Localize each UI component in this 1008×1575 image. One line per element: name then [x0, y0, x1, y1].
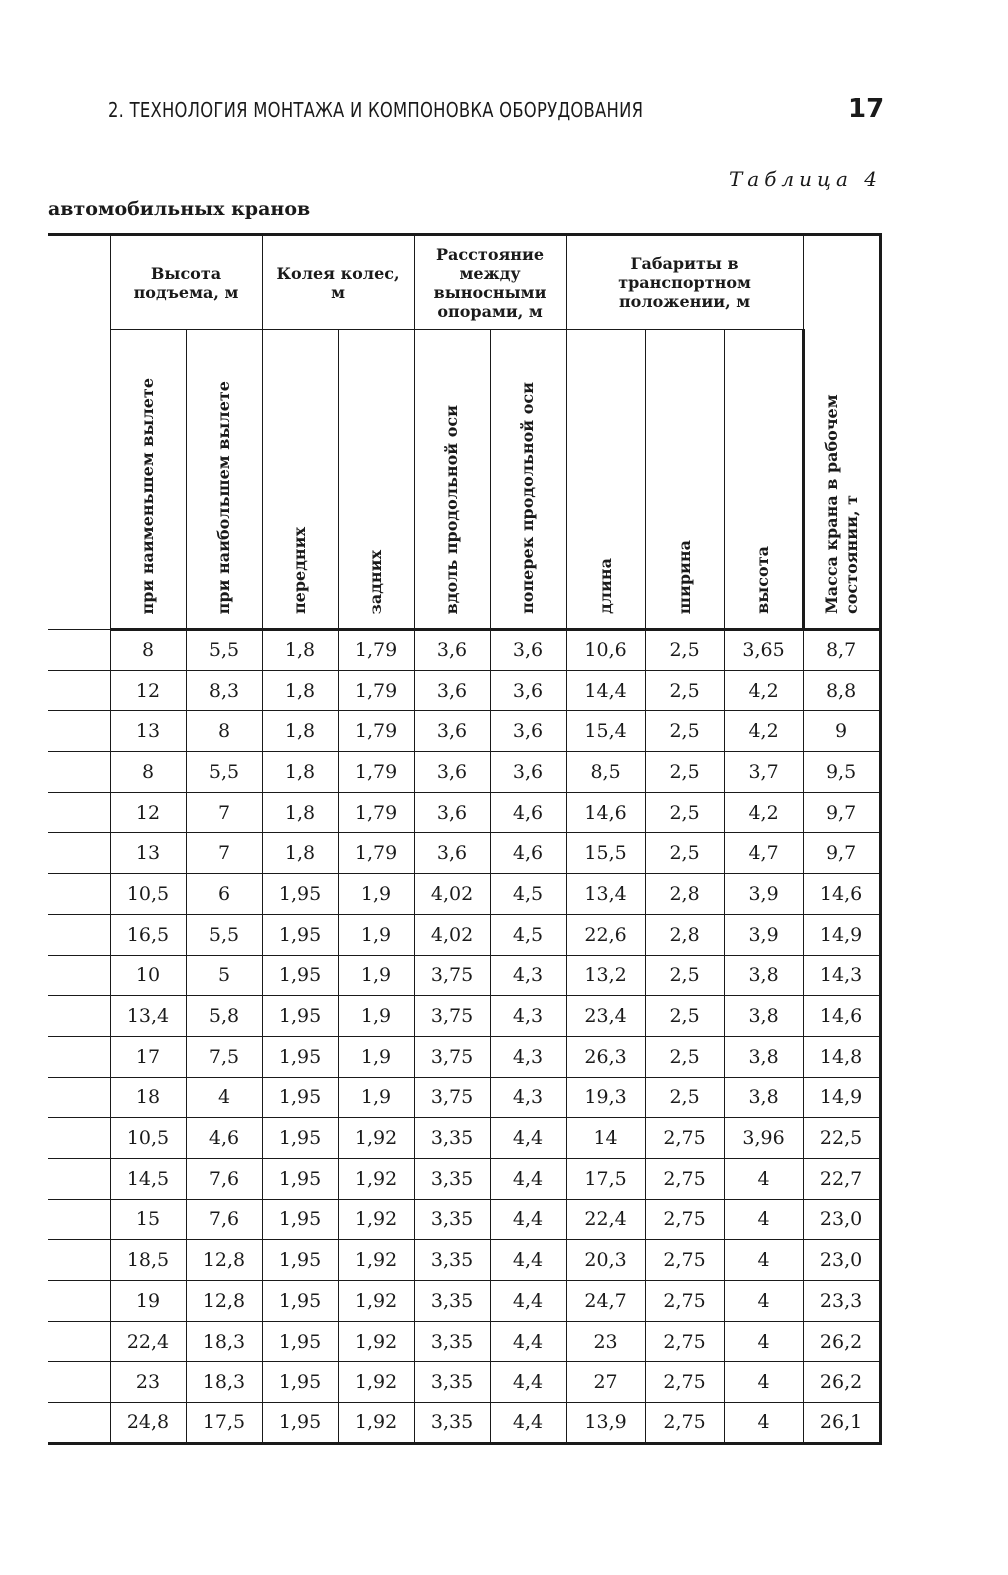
- header-front-track: [262, 330, 338, 630]
- table-cell: 9,7: [803, 792, 880, 833]
- header-length: [566, 330, 645, 630]
- table-cell: 5: [186, 955, 262, 996]
- table-cell: 8,3: [186, 670, 262, 711]
- table-cell: 26,2: [803, 1362, 880, 1403]
- table-cell: 18,5: [110, 1240, 186, 1281]
- table-cell: 3,96: [724, 1118, 803, 1159]
- header-min-reach: [110, 330, 186, 630]
- table-cell: 23: [110, 1362, 186, 1403]
- table-cell: 2,75: [645, 1240, 724, 1281]
- model-cell: [48, 1281, 110, 1322]
- header-across-axis-label: поперек продольной оси: [518, 382, 538, 614]
- table-cell: 2,5: [645, 996, 724, 1037]
- model-cell: [48, 1118, 110, 1159]
- table-cell: 3,75: [414, 1036, 490, 1077]
- table-cell: 3,6: [414, 752, 490, 793]
- table-cell: 1,9: [338, 1077, 414, 1118]
- table-cell: 13: [110, 711, 186, 752]
- table-cell: 3,6: [490, 630, 566, 671]
- table-cell: 15,5: [566, 833, 645, 874]
- table-cell: 20,3: [566, 1240, 645, 1281]
- table-cell: 1,92: [338, 1158, 414, 1199]
- header-across-axis: [490, 330, 566, 630]
- table-cell: 1,95: [262, 1321, 338, 1362]
- table-cell: 7: [186, 833, 262, 874]
- table-row: [48, 914, 880, 955]
- header-mass: [803, 235, 880, 630]
- table-cell: 4,6: [186, 1118, 262, 1159]
- table-cell: 26,2: [803, 1321, 880, 1362]
- table-cell: 4: [724, 1158, 803, 1199]
- table-cell: 1,8: [262, 833, 338, 874]
- table-cell: 22,4: [110, 1321, 186, 1362]
- table-row: [48, 792, 880, 833]
- table-cell: 1,92: [338, 1240, 414, 1281]
- table-cell: 3,35: [414, 1118, 490, 1159]
- table-row: [48, 711, 880, 752]
- table-cell: 4,5: [490, 914, 566, 955]
- table-cell: 3,8: [724, 1036, 803, 1077]
- table-cell: 6: [186, 874, 262, 915]
- header-length-label: длина: [595, 558, 615, 614]
- table-cell: 2,5: [645, 670, 724, 711]
- table-cell: 3,8: [724, 955, 803, 996]
- table-cell: 2,75: [645, 1281, 724, 1322]
- table-cell: 1,8: [262, 711, 338, 752]
- table-cell: 1,79: [338, 752, 414, 793]
- table-cell: 7: [186, 792, 262, 833]
- table-cell: 27: [566, 1362, 645, 1403]
- table-cell: 9,7: [803, 833, 880, 874]
- table-cell: 14,9: [803, 1077, 880, 1118]
- table-cell: 9,5: [803, 752, 880, 793]
- table-body: [48, 630, 880, 1444]
- table-cell: 2,8: [645, 914, 724, 955]
- table-cell: 1,92: [338, 1362, 414, 1403]
- table-cell: 4,4: [490, 1362, 566, 1403]
- table-cell: 23,0: [803, 1199, 880, 1240]
- table-cell: 3,6: [490, 711, 566, 752]
- table-cell: 19,3: [566, 1077, 645, 1118]
- table-cell: 2,5: [645, 1077, 724, 1118]
- table-row: [48, 1281, 880, 1322]
- table-cell: 3,6: [414, 792, 490, 833]
- table-cell: 2,5: [645, 1036, 724, 1077]
- table-cell: 3,75: [414, 1077, 490, 1118]
- table-cell: 3,35: [414, 1362, 490, 1403]
- table-cell: 15: [110, 1199, 186, 1240]
- table-cell: 8,8: [803, 670, 880, 711]
- model-cell: [48, 1077, 110, 1118]
- table-cell: 1,95: [262, 1077, 338, 1118]
- model-cell: [48, 914, 110, 955]
- table-cell: 1,92: [338, 1118, 414, 1159]
- header-rear-track-label: задних: [366, 549, 386, 614]
- table-cell: 2,5: [645, 711, 724, 752]
- table-cell: 22,4: [566, 1199, 645, 1240]
- model-cell: [48, 630, 110, 671]
- table-cell: 4,4: [490, 1118, 566, 1159]
- table-cell: 3,35: [414, 1403, 490, 1444]
- header-max-reach: [186, 330, 262, 630]
- model-cell: [48, 1362, 110, 1403]
- table-cell: 3,6: [490, 670, 566, 711]
- table-cell: 4: [724, 1403, 803, 1444]
- table-cell: 8: [110, 630, 186, 671]
- table-cell: 1,95: [262, 1199, 338, 1240]
- table-cell: 4,02: [414, 914, 490, 955]
- table-cell: 4,5: [490, 874, 566, 915]
- table-cell: 3,65: [724, 630, 803, 671]
- header-min-reach-label: при наименьшем вылете: [138, 377, 157, 614]
- table-cell: 13: [110, 833, 186, 874]
- header-model-blank: [48, 235, 110, 630]
- table-cell: 4: [186, 1077, 262, 1118]
- table-cell: 3,75: [414, 955, 490, 996]
- table-cell: 2,5: [645, 955, 724, 996]
- table-cell: 4,3: [490, 1077, 566, 1118]
- table-cell: 2,75: [645, 1118, 724, 1159]
- table-cell: 13,9: [566, 1403, 645, 1444]
- model-cell: [48, 752, 110, 793]
- table-cell: 4,6: [490, 792, 566, 833]
- table-cell: 22,6: [566, 914, 645, 955]
- header-height: [724, 330, 803, 630]
- table-cell: 15,4: [566, 711, 645, 752]
- model-cell: [48, 1403, 110, 1444]
- table-cell: 1,95: [262, 1036, 338, 1077]
- table-cell: 2,75: [645, 1158, 724, 1199]
- table-cell: 10,5: [110, 874, 186, 915]
- table-cell: 4: [724, 1362, 803, 1403]
- table-cell: 2,5: [645, 833, 724, 874]
- table-cell: 1,9: [338, 874, 414, 915]
- table-cell: 5,5: [186, 630, 262, 671]
- table-cell: 1,8: [262, 670, 338, 711]
- header-transport-dims: Габариты в транспортном положении, м: [566, 235, 803, 330]
- table-row: [48, 1158, 880, 1199]
- table-cell: 2,75: [645, 1321, 724, 1362]
- table-cell: 23,4: [566, 996, 645, 1037]
- table-row: [48, 874, 880, 915]
- header-width: [645, 330, 724, 630]
- model-cell: [48, 792, 110, 833]
- table-cell: 23,0: [803, 1240, 880, 1281]
- table-cell: 14,9: [803, 914, 880, 955]
- table-cell: 7,6: [186, 1158, 262, 1199]
- table-cell: 2,5: [645, 630, 724, 671]
- model-cell: [48, 955, 110, 996]
- table-cell: 12,8: [186, 1240, 262, 1281]
- table-row: [48, 1362, 880, 1403]
- table-cell: 14,6: [566, 792, 645, 833]
- table-cell: 3,75: [414, 996, 490, 1037]
- model-cell: [48, 1036, 110, 1077]
- table-cell: 26,3: [566, 1036, 645, 1077]
- table-cell: 1,8: [262, 630, 338, 671]
- running-title: 2. ТЕХНОЛОГИЯ МОНТАЖА И КОМПОНОВКА ОБОРУДОВАНИЯ: [108, 98, 644, 122]
- table-cell: 2,75: [645, 1199, 724, 1240]
- table-cell: 5,8: [186, 996, 262, 1037]
- table-row: [48, 752, 880, 793]
- table-cell: 3,35: [414, 1199, 490, 1240]
- table-cell: 1,95: [262, 1240, 338, 1281]
- table-cell: 22,5: [803, 1118, 880, 1159]
- table-cell: 1,92: [338, 1199, 414, 1240]
- table-row: [48, 955, 880, 996]
- table-row: [48, 670, 880, 711]
- table-cell: 1,95: [262, 874, 338, 915]
- header-front-track-label: передних: [290, 526, 310, 614]
- table-cell: 4,7: [724, 833, 803, 874]
- table-row: [48, 1077, 880, 1118]
- model-cell: [48, 874, 110, 915]
- table-cell: 3,6: [414, 630, 490, 671]
- table-cell: 14: [566, 1118, 645, 1159]
- table-cell: 1,95: [262, 955, 338, 996]
- table-cell: 1,95: [262, 1281, 338, 1322]
- header-rear-track: [338, 330, 414, 630]
- table-cell: 5,5: [186, 914, 262, 955]
- table-cell: 17: [110, 1036, 186, 1077]
- table-cell: 4,2: [724, 670, 803, 711]
- table-cell: 14,4: [566, 670, 645, 711]
- table-cell: 3,8: [724, 1077, 803, 1118]
- table-cell: 3,9: [724, 914, 803, 955]
- table-cell: 1,79: [338, 792, 414, 833]
- table-cell: 8,7: [803, 630, 880, 671]
- table-row: [48, 1321, 880, 1362]
- table-cell: 9: [803, 711, 880, 752]
- table-row: [48, 1199, 880, 1240]
- table-cell: 3,8: [724, 996, 803, 1037]
- table-cell: 3,6: [414, 833, 490, 874]
- table-cell: 14,6: [803, 996, 880, 1037]
- header-lift-height: Высота подъема, м: [110, 235, 262, 330]
- table-cell: 23,3: [803, 1281, 880, 1322]
- table-caption: автомобильных кранов: [48, 198, 311, 220]
- table-cell: 3,6: [490, 752, 566, 793]
- table-cell: 1,8: [262, 792, 338, 833]
- table-cell: 4,4: [490, 1240, 566, 1281]
- table-cell: 4,3: [490, 1036, 566, 1077]
- header-max-reach-label: при наибольшем вылете: [214, 380, 233, 614]
- table-cell: 1,92: [338, 1281, 414, 1322]
- table-cell: 13,4: [566, 874, 645, 915]
- table-row: [48, 996, 880, 1037]
- table-cell: 4,2: [724, 711, 803, 752]
- table-row: [48, 1240, 880, 1281]
- table-row: [48, 1118, 880, 1159]
- table-cell: 2,75: [645, 1403, 724, 1444]
- table-cell: 23: [566, 1321, 645, 1362]
- table-cell: 12: [110, 792, 186, 833]
- table-cell: 1,8: [262, 752, 338, 793]
- table-cell: 17,5: [566, 1158, 645, 1199]
- table-cell: 3,9: [724, 874, 803, 915]
- table-cell: 7,5: [186, 1036, 262, 1077]
- header-wheel-track: Колея колес, м: [262, 235, 414, 330]
- table-cell: 5,5: [186, 752, 262, 793]
- table-cell: 4,3: [490, 996, 566, 1037]
- table-cell: 24,7: [566, 1281, 645, 1322]
- table-cell: 4,02: [414, 874, 490, 915]
- table-cell: 10,6: [566, 630, 645, 671]
- table-cell: 2,8: [645, 874, 724, 915]
- table-cell: 8: [186, 711, 262, 752]
- table-cell: 4,4: [490, 1403, 566, 1444]
- table-cell: 14,8: [803, 1036, 880, 1077]
- model-cell: [48, 1199, 110, 1240]
- table-cell: 4,6: [490, 833, 566, 874]
- table-cell: 1,79: [338, 711, 414, 752]
- table-cell: 1,95: [262, 996, 338, 1037]
- table-cell: 22,7: [803, 1158, 880, 1199]
- table-cell: 14,3: [803, 955, 880, 996]
- table-cell: 4,4: [490, 1321, 566, 1362]
- header-along-axis: [414, 330, 490, 630]
- table-cell: 1,95: [262, 1403, 338, 1444]
- table-cell: 13,2: [566, 955, 645, 996]
- table-cell: 1,92: [338, 1321, 414, 1362]
- table-cell: 1,79: [338, 630, 414, 671]
- model-cell: [48, 670, 110, 711]
- table-cell: 4,4: [490, 1158, 566, 1199]
- crane-spec-table: [48, 233, 882, 1445]
- table-cell: 26,1: [803, 1403, 880, 1444]
- table-cell: 4,4: [490, 1199, 566, 1240]
- model-cell: [48, 711, 110, 752]
- model-cell: [48, 1158, 110, 1199]
- table-cell: 10: [110, 955, 186, 996]
- header-mass-label: Масса крана в рабочем состоянии, т: [821, 394, 861, 614]
- table-cell: 3,35: [414, 1158, 490, 1199]
- model-cell: [48, 1240, 110, 1281]
- table-cell: 4: [724, 1321, 803, 1362]
- table-cell: 1,79: [338, 670, 414, 711]
- page-number: 17: [848, 94, 885, 124]
- table-cell: 4: [724, 1281, 803, 1322]
- table-cell: 14,5: [110, 1158, 186, 1199]
- table-cell: 16,5: [110, 914, 186, 955]
- header-width-label: ширина: [674, 539, 694, 614]
- table-cell: 18,3: [186, 1321, 262, 1362]
- table-cell: 1,79: [338, 833, 414, 874]
- table-cell: 2,5: [645, 752, 724, 793]
- table-cell: 4,2: [724, 792, 803, 833]
- table-cell: 1,95: [262, 914, 338, 955]
- header-height-label: высота: [753, 546, 773, 614]
- table-cell: 4,4: [490, 1281, 566, 1322]
- table-cell: 3,6: [414, 711, 490, 752]
- table-cell: 18,3: [186, 1362, 262, 1403]
- table-cell: 1,95: [262, 1362, 338, 1403]
- table-cell: 3,6: [414, 670, 490, 711]
- table-cell: 3,35: [414, 1240, 490, 1281]
- table-row: [48, 630, 880, 671]
- table-row: [48, 1036, 880, 1077]
- table-cell: 2,5: [645, 792, 724, 833]
- table-cell: 10,5: [110, 1118, 186, 1159]
- model-cell: [48, 1321, 110, 1362]
- table-cell: 1,9: [338, 996, 414, 1037]
- model-cell: [48, 996, 110, 1037]
- table-cell: 8,5: [566, 752, 645, 793]
- table-cell: 1,95: [262, 1158, 338, 1199]
- header-outrigger-distance: Расстояние между выносными опорами, м: [414, 235, 566, 330]
- table-cell: 3,35: [414, 1321, 490, 1362]
- table-cell: 17,5: [186, 1403, 262, 1444]
- table-cell: 4,3: [490, 955, 566, 996]
- table-cell: 1,95: [262, 1118, 338, 1159]
- table-cell: 18: [110, 1077, 186, 1118]
- table-cell: 12,8: [186, 1281, 262, 1322]
- table-cell: 24,8: [110, 1403, 186, 1444]
- table-row: [48, 833, 880, 874]
- table-cell: 3,7: [724, 752, 803, 793]
- table-cell: 3,35: [414, 1281, 490, 1322]
- table-cell: 1,9: [338, 1036, 414, 1077]
- table-cell: 14,6: [803, 874, 880, 915]
- table-cell: 1,92: [338, 1403, 414, 1444]
- table-cell: 13,4: [110, 996, 186, 1037]
- table-row: [48, 1403, 880, 1444]
- table-label: Таблица 4: [728, 167, 882, 191]
- table-cell: 12: [110, 670, 186, 711]
- table-cell: 19: [110, 1281, 186, 1322]
- table-cell: 7,6: [186, 1199, 262, 1240]
- header-along-axis-label: вдоль продольной оси: [442, 404, 462, 614]
- model-cell: [48, 833, 110, 874]
- table-cell: 4: [724, 1240, 803, 1281]
- table-cell: 1,9: [338, 955, 414, 996]
- table-cell: 1,9: [338, 914, 414, 955]
- table-cell: 2,75: [645, 1362, 724, 1403]
- table-cell: 8: [110, 752, 186, 793]
- table-cell: 4: [724, 1199, 803, 1240]
